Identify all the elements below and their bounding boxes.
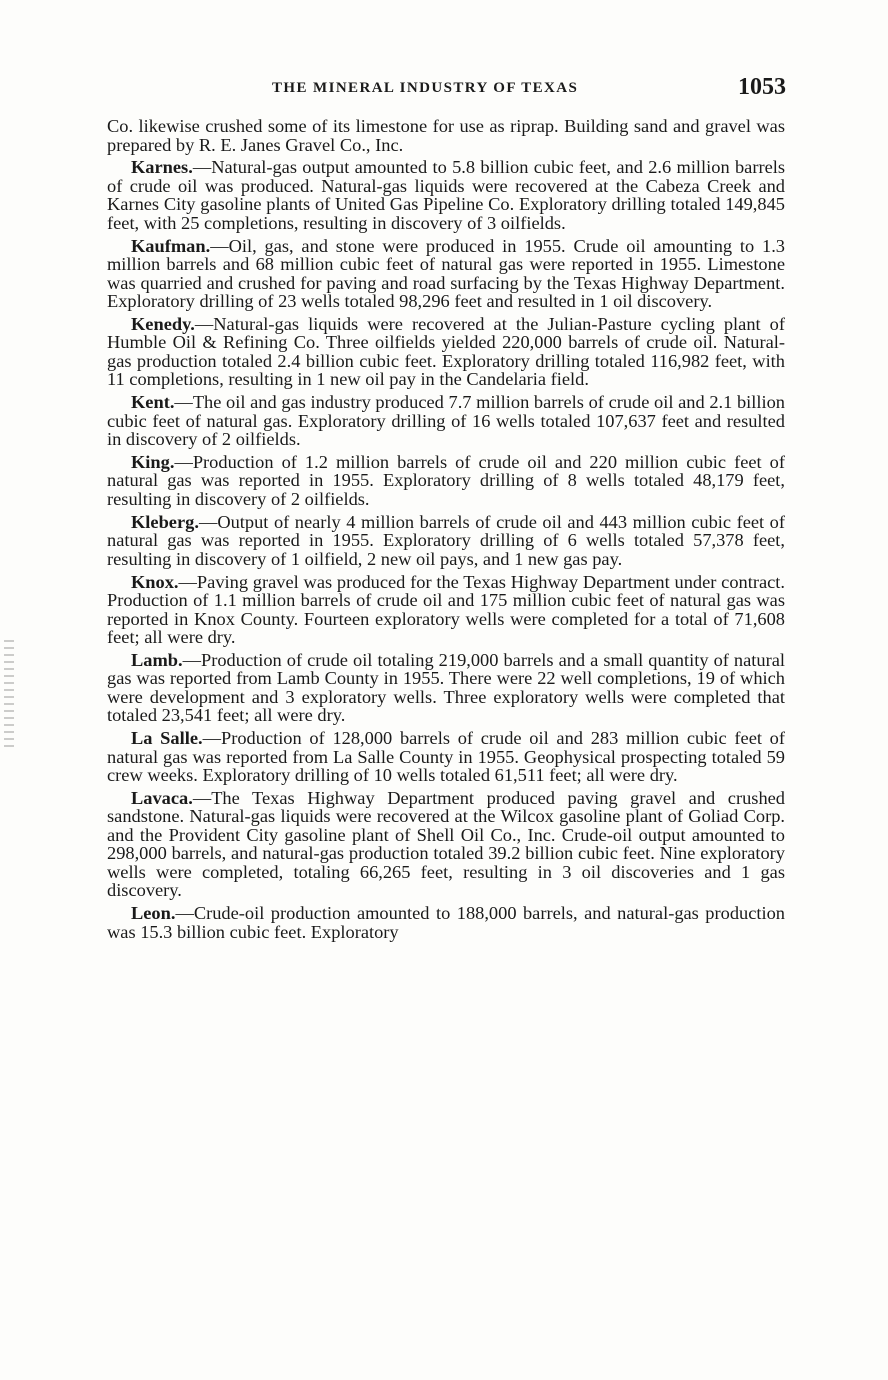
page-number: 1053 xyxy=(738,74,786,100)
paragraph-text: —Oil, gas, and stone were produced in 1955. Crude oil amounting to 1.3 million barrels and 68 million cubic feet of natural gas were reported in 1955. Limestone was quarried and crushed for paving and road surfacing by the Texas Highway Department. Exploratory drilling of 23 wells totaled 98,296 feet and resulted in 1 oil discovery. xyxy=(107,235,785,312)
body-text xyxy=(107,117,785,946)
paragraph-kent xyxy=(107,393,785,449)
paragraph-text: —Production of 1.2 million barrels of crude oil and 220 million cubic feet of natural gas was reported in 1955. Exploratory drilling of 8 wells totaled 48,179 feet, resulting in discovery of 2 oilfields. xyxy=(107,451,785,509)
paragraph-la-salle xyxy=(107,729,785,785)
paragraph-karnes xyxy=(107,158,785,232)
binding-edge-mark xyxy=(4,640,14,750)
paragraph-text: Co. likewise crushed some of its limestone for use as riprap. Building sand and gravel was prepared by R. E. Janes Gravel Co., Inc. xyxy=(107,116,785,155)
paragraph-text: —Paving gravel was produced for the Texas Highway Department under contract. Production of 1.1 million barrels of crude oil and 175 million cubic feet of natural gas was reported in Knox County. Fourteen exploratory wells were completed for a total of 71,608 feet; all were dry. xyxy=(107,571,785,648)
county-name: Leon. xyxy=(131,903,176,924)
running-title: THE MINERAL INDUSTRY OF TEXAS xyxy=(272,80,579,96)
county-name: Kenedy. xyxy=(131,313,195,334)
paragraph-lavaca xyxy=(107,789,785,900)
county-name: Kaufman. xyxy=(131,235,211,256)
county-name: Kleberg. xyxy=(131,511,199,532)
paragraph-knox xyxy=(107,573,785,647)
county-name: Lavaca. xyxy=(131,787,193,808)
county-name: Karnes. xyxy=(131,157,193,178)
paragraph-text: —Natural-gas output amounted to 5.8 billion cubic feet, and 2.6 million barrels of crude oil was produced. Natural-gas liquids were recovered at the Cabeza Creek and Karnes City gasoline plants of United Gas Pipeline Co. Exploratory drilling totaled 149,845 feet, with 25 completions, resulting in discovery of 3 oilfields. xyxy=(107,157,785,233)
paragraph-kenedy xyxy=(107,315,785,389)
paragraph-lamb xyxy=(107,651,785,725)
paragraph-kaufman xyxy=(107,237,785,311)
paragraph-text: —Output of nearly 4 million barrels of crude oil and 443 million cubic feet of natural gas was reported in 1955. Exploratory drilling of 6 wells totaled 57,378 feet, resulting in discovery of 1 oilfield, 2 new oil pays, and 1 new gas pay. xyxy=(107,511,785,569)
county-name: Lamb. xyxy=(131,649,183,670)
paragraph-text: —Crude-oil production amounted to 188,000 barrels, and natural-gas production was 15.3 billion cubic feet. Exploratory xyxy=(107,903,785,942)
county-name: La Salle. xyxy=(131,728,203,749)
paragraph-text: —The oil and gas industry produced 7.7 million barrels of crude oil and 2.1 billion cubic feet of natural gas. Exploratory drilling of 16 wells totaled 107,637 feet and resulted in discovery of 2 oilfields. xyxy=(107,392,785,450)
paragraph-continuation xyxy=(107,117,785,154)
county-name: King. xyxy=(131,451,175,472)
county-name: Knox. xyxy=(131,571,179,592)
paragraph-text: —Natural-gas liquids were recovered at the Julian-Pasture cycling plant of Humble Oil & Refining Co. Three oilfields yielded 220,000 barrels of crude oil. Natural-gas production totaled 2.4 billion cubic feet. Exploratory drilling totaled 116,982 feet, with 11 completions, resulting in 1 new oil pay in the Candelaria field. xyxy=(107,313,785,390)
county-name: Kent. xyxy=(131,392,175,413)
paragraph-king xyxy=(107,453,785,509)
paragraph-leon xyxy=(107,904,785,941)
running-head xyxy=(108,74,788,106)
paragraph-text: —Production of crude oil totaling 219,000 barrels and a small quantity of natural gas was reported from Lamb County in 1955. There were 22 well completions, 19 of which were development and 3 exploratory wells. Three exploratory wells were completed that totaled 23,541 feet; all were dry. xyxy=(107,649,785,726)
paragraph-kleberg xyxy=(107,513,785,569)
paragraph-text: —The Texas Highway Department produced paving gravel and crushed sandstone. Natural-gas liquids were recovered at the Wilcox gasoline plant of Goliad Corp. and the Provident City gasoline plant of Shell Oil Co., Inc. Crude-oil output amounted to 298,000 barrels, and natural-gas production totaled 39.2 billion cubic feet. Nine exploratory wells were completed, totaling 66,265 feet, resulting in 3 oil discoveries and 1 gas discovery. xyxy=(107,787,785,901)
paragraph-text: —Production of 128,000 barrels of crude oil and 283 million cubic feet of natural gas was reported from La Salle County in 1955. Geophysical prospecting totaled 59 crew weeks. Exploratory drilling of 10 wells totaled 61,511 feet; all were dry. xyxy=(107,728,785,786)
